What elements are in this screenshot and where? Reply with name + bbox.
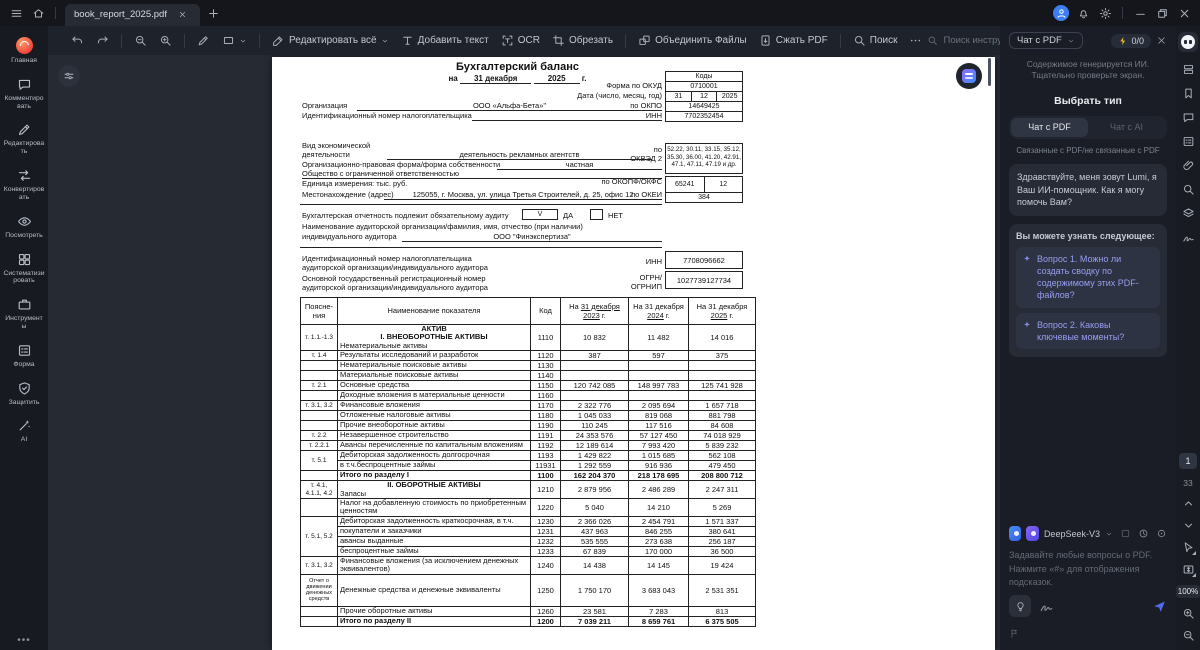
choose-type-title: Выбрать тип — [1054, 94, 1122, 107]
inn-line — [472, 111, 662, 121]
shape-tool-icon — [222, 34, 235, 47]
toggle-chat-pdf[interactable]: Чат с PDF — [1011, 118, 1088, 137]
divider — [121, 34, 122, 48]
auditor-inn-value: 7708096662 — [665, 251, 743, 269]
sidebar-item-wand[interactable] — [2, 414, 46, 448]
restore-button[interactable] — [1154, 5, 1170, 21]
doc-year-value: 2025 — [534, 74, 580, 84]
redo-button[interactable] — [91, 31, 114, 50]
org-value: ООО «Альфа-Бета»" — [357, 101, 662, 111]
suggestion-label: Вопрос 1. Можно ли создать сводку по содержимому этих PDF-файлов? — [1037, 253, 1139, 301]
edit-all-button[interactable] — [267, 31, 394, 50]
okpo-label: по ОКПО — [630, 101, 662, 110]
total-pages: 33 — [1183, 478, 1193, 488]
person-icon — [1055, 7, 1068, 20]
address-value: 125055, г. Москва, ул. улица Третья Строителей, д. 25, офис 12 — [384, 190, 662, 200]
auditor-ogrn-label-2: аудиторской организации/индивидуального аудитора — [302, 283, 488, 292]
table-row: т. 1.1.-1.3 АКТИВ I. ВНЕОБОРОТНЫЕ АКТИВЫ Нематериальные активы 1110 10 832 11 482 14 016 — [301, 325, 756, 351]
tools-icon — [17, 297, 32, 312]
app-logo-icon — [16, 37, 33, 54]
inn-line-label: Идентификационный номер налогоплательщика — [302, 111, 472, 120]
table-row: Отложенные налоговые активы 1180 1 045 033 819 068 881 798 — [301, 411, 756, 421]
zoom-in-button[interactable] — [154, 31, 177, 50]
doc-date-suffix: г. — [581, 74, 587, 83]
sidebar-item-eye[interactable] — [2, 210, 46, 244]
okpo-code: 14649425 — [665, 101, 743, 112]
suggestion-question[interactable] — [1016, 313, 1160, 349]
compress-pdf-label: Сжать PDF — [775, 35, 828, 46]
close-window-button[interactable] — [1176, 5, 1192, 21]
date-year: 2025 — [716, 91, 743, 102]
divider — [840, 34, 841, 48]
divider — [259, 34, 260, 48]
search-label: Поиск — [869, 35, 898, 46]
chat-actions — [1009, 595, 1167, 617]
chat-mode-label: Чат с PDF — [1017, 35, 1062, 46]
address-label: Местонахождение (адрес) — [302, 190, 394, 199]
sidebar-item-pen[interactable] — [2, 118, 46, 160]
eye-icon — [17, 214, 32, 229]
doc-title: Бухгалтерский баланс — [455, 61, 580, 73]
auditor-ogrn-value: 1027739127734 — [665, 271, 743, 289]
chat-footer — [1009, 626, 1167, 644]
model-extra-icon[interactable] — [1120, 528, 1131, 539]
table-row: т. 3.1, 3.2 Финансовые вложения 1170 2 322 776 2 095 694 1 657 718 — [301, 401, 756, 411]
zoom-out-button[interactable] — [129, 31, 152, 50]
zoom-level: 100% — [1177, 587, 1199, 596]
table-row: Материальные поисковые активы 1140 — [301, 371, 756, 381]
history-icon[interactable] — [1138, 528, 1149, 539]
codes-header: Коды — [665, 71, 743, 82]
sidebar-item-comment[interactable] — [2, 73, 46, 115]
layers-icon[interactable] — [1182, 207, 1195, 220]
ocr-label: OCR — [517, 35, 540, 46]
book-icon — [962, 69, 976, 83]
toggle-chat-ai[interactable]: Чат с AI — [1110, 121, 1143, 132]
more-tools-icon — [909, 34, 922, 47]
model-name[interactable]: DeepSeek-V3 — [1043, 528, 1100, 539]
suggestions-title: Вы можете узнать следующее: — [1016, 230, 1155, 241]
table-row: Отчет о движении денежных средств Денежные средства и денежные эквиваленты 1250 1 750 170 3 683 043 2 531 351 — [301, 574, 756, 606]
auditor-name-label-1: Наименование аудиторской организации/фамилия, имя, отчество (при наличии) — [302, 222, 583, 231]
activity-label-1: Вид экономической — [302, 141, 371, 150]
auditor-name-label-2: индивидуального аудитора — [302, 232, 397, 241]
new-tab-icon[interactable] — [206, 5, 222, 21]
fit-page-icon[interactable] — [1182, 563, 1195, 576]
sidebar-item-shield[interactable] — [2, 377, 46, 411]
settings-gear-icon[interactable] — [1097, 5, 1113, 21]
add-text-label: Добавить текст — [417, 35, 489, 46]
sidebar-more-button[interactable]: ••• — [17, 635, 31, 646]
sidebar-item-form[interactable] — [2, 339, 46, 373]
shield-icon — [17, 381, 32, 396]
minimize-button[interactable] — [1132, 5, 1148, 21]
sidebar-item-label: Посмотреть — [5, 231, 43, 239]
sidebar-item-label: Защитить — [8, 398, 40, 406]
ai-assistant-button[interactable] — [1178, 32, 1198, 52]
comment-icon[interactable] — [1182, 111, 1195, 124]
divider-rule — [300, 247, 662, 248]
audit-no-checkbox — [590, 209, 603, 220]
okud-label: Форма по ОКУД — [606, 81, 662, 90]
audit-label: Бухгалтерская отчетность подлежит обязательному аудиту — [302, 211, 509, 220]
table-header-row — [301, 298, 756, 325]
doc-date-prefix: на — [448, 74, 458, 83]
table-row: Итого по разделу II 1200 7 039 211 8 659 761 6 375 505 — [301, 616, 756, 626]
table-row: т. 5.1 Дебиторская задолженность долгосрочная 1193 1 429 822 1 015 685 562 108 — [301, 451, 756, 461]
toolbar — [48, 26, 1000, 55]
auditor-name-value: ООО "Финэкспертиза" — [402, 232, 662, 242]
merge-files-icon — [638, 34, 651, 47]
bookmark-icon[interactable] — [1182, 87, 1195, 100]
redo-icon — [96, 34, 109, 47]
toggle-subtitle: Связанные с PDF/не связанные с PDF — [1016, 146, 1160, 156]
col-date-2025: На 31 декабря 2025 г. — [689, 298, 756, 325]
divider-rule — [300, 204, 662, 205]
chevron-down-icon — [239, 37, 247, 45]
divider — [625, 34, 626, 48]
date-label: Дата (число, месяц, год) — [577, 91, 662, 100]
table-row: в т.ч.беспроцентные займы 11931 1 292 559 916 936 479 450 — [301, 461, 756, 471]
search-icon[interactable] — [1182, 183, 1195, 196]
lightbulb-icon — [1015, 601, 1026, 612]
search-icon — [927, 35, 938, 46]
pdf-page — [272, 57, 995, 650]
chevron-down-icon[interactable] — [1105, 530, 1113, 538]
pen-icon — [17, 122, 32, 137]
table-row: т. 1.4 Результаты исследований и разработок 1120 387 597 375 — [301, 351, 756, 361]
sidebar-item-organize[interactable] — [2, 248, 46, 290]
ai-disclaimer: Содержимое генерируется ИИ. Тщательно проверьте экран. — [1026, 59, 1150, 81]
zoom-out-icon[interactable] — [1182, 629, 1195, 642]
audit-yes-label: ДА — [563, 211, 574, 220]
sidebar-item-label: Редактировать — [3, 140, 45, 156]
okei-code: 384 — [665, 192, 743, 203]
suggestion-label: Вопрос 2. Каковы ключевые моменты? — [1037, 319, 1125, 342]
panels-icon[interactable] — [1182, 63, 1195, 76]
sidebar-item-label: AI — [20, 436, 28, 444]
inn-code: 7702352454 — [665, 111, 743, 122]
table-row: Нематериальные поисковые активы 1130 — [301, 361, 756, 371]
zoom-in-icon[interactable] — [1182, 607, 1195, 620]
po-label: по — [653, 145, 662, 154]
okved-codes: 52.22, 30.11, 33.15, 35.12, 35.30, 36.00, 41.20, 42.91, 47.1, 47.11, 47.19 и др. — [665, 143, 743, 174]
compress-pdf-button[interactable] — [754, 31, 833, 50]
document-tab[interactable] — [65, 4, 200, 26]
okved-label: ОКВЭД 2 — [630, 154, 662, 163]
compress-pdf-icon — [759, 34, 772, 47]
table-row: т. 2.2.1 Авансы перечисленные по капитальным вложениям 1192 12 189 614 7 993 420 5 839 232 — [301, 441, 756, 451]
chevron-down-icon — [1067, 37, 1075, 45]
send-icon[interactable] — [1152, 599, 1167, 614]
credits-count: 0/0 — [1131, 35, 1144, 46]
auditor-ogrn-tag-1: ОГРН/ — [639, 273, 662, 282]
wand-icon — [17, 418, 32, 433]
col-date-2024: На 31 декабря 2024 г. — [629, 298, 689, 325]
crop-icon — [552, 34, 565, 47]
audit-yes-checkbox: V — [522, 209, 558, 220]
shape-tool-button[interactable] — [217, 31, 252, 50]
okfs-code: 12 — [704, 176, 744, 193]
zoom-in-icon — [159, 34, 172, 47]
notifications-bell-icon[interactable] — [1075, 5, 1091, 21]
search-button[interactable] — [848, 31, 903, 50]
auditor-ogrn-label-1: Основной государственный регистрационный номер — [302, 274, 486, 283]
divider — [184, 34, 185, 48]
audit-no-label: НЕТ — [608, 211, 623, 220]
sidebar-item-label: Конвертировать — [3, 186, 45, 201]
lightning-icon — [1118, 36, 1128, 46]
chat-header — [1009, 26, 1167, 55]
next-page-icon[interactable] — [1182, 519, 1195, 532]
table-row: т. 2.2 Незавершенное строительство 1191 24 353 576 57 127 450 74 018 929 — [301, 431, 756, 441]
document-canvas — [48, 55, 1000, 650]
table-row: т. 3.1, 3.2 Финансовые вложения (за исключением денежных эквивалентов) 1240 14 438 14 145 19 424 — [301, 556, 756, 574]
merge-files-button[interactable] — [633, 31, 752, 50]
sidebar-item-label: Систематизировать — [3, 269, 45, 285]
ooo-value: Общество с ограниченной ответственностью — [302, 169, 662, 179]
edit-all-label: Редактировать всё — [289, 35, 377, 46]
sparkle-icon — [1022, 254, 1032, 264]
unit-label: Единица измерения: тыс. руб. — [302, 179, 408, 188]
add-text-button[interactable] — [396, 31, 494, 50]
table-row: авансы выданные 1232 535 555 273 638 256 187 — [301, 536, 756, 546]
app-icon-1 — [1009, 526, 1021, 541]
flag-icon[interactable] — [1009, 628, 1020, 639]
sidebar-item-convert[interactable] — [2, 164, 46, 206]
auditor-inn-label-1: Идентификационный номер налогоплательщика — [302, 254, 472, 263]
model-row — [1009, 526, 1167, 541]
activity-label-2: деятельности — [302, 150, 350, 159]
sidebar — [0, 26, 48, 650]
table-row: т. 2.1 Основные средства 1150 120 742 085 148 997 783 125 741 928 — [301, 381, 756, 391]
table-row: Доходные вложения в материальные ценности 1160 — [301, 391, 756, 401]
view-settings-button[interactable] — [58, 65, 80, 87]
pen-tool-button[interactable] — [192, 31, 215, 50]
crop-label: Обрезать — [568, 35, 614, 46]
auditor-inn-tag: ИНН — [645, 257, 662, 266]
spacer — [1009, 357, 1167, 526]
add-text-icon — [401, 34, 414, 47]
robot-icon — [1181, 35, 1195, 49]
okopf-label: по ОКОПФ/ОКФС — [601, 177, 662, 186]
signature-icon[interactable] — [1182, 231, 1195, 244]
titlebar — [0, 0, 1200, 26]
sidebar-item-label: Главная — [11, 57, 37, 64]
activity-value: деятельность рекламных агентств — [387, 150, 652, 160]
chat-type-toggle — [1009, 116, 1167, 139]
sidebar-item-logo[interactable] — [2, 33, 46, 69]
credits-badge — [1111, 34, 1151, 48]
col-note: Поясне-ния — [301, 298, 338, 325]
date-day: 31 — [665, 91, 692, 102]
auditor-ogrn-tag-2: ОГРНИП — [630, 282, 662, 291]
signature-icon[interactable] — [1039, 599, 1054, 614]
target-icon[interactable] — [1156, 528, 1167, 539]
chat-mode-select[interactable] — [1009, 32, 1083, 49]
pointer-tool-icon[interactable] — [1182, 541, 1195, 554]
col-name: Наименование показателя — [338, 298, 531, 325]
table-row: Прочие внеоборотные активы 1190 110 245 117 516 84 608 — [301, 421, 756, 431]
table-row: беспроцентные займы 1233 67 839 170 000 36 500 — [301, 546, 756, 556]
ocr-icon — [501, 34, 514, 47]
ocr-button[interactable] — [496, 31, 545, 50]
sidebar-item-label: Инструменты — [5, 315, 43, 330]
menu-icon[interactable] — [8, 5, 24, 21]
okud-code: 0710001 — [665, 81, 743, 92]
auditor-inn-label-2: аудиторской организации/индивидуального аудитора — [302, 263, 488, 272]
table-row: т. 5.1, 5.2 Дебиторская задолженность краткосрочная, в т.ч. 1230 2 366 026 2 454 791 1 571 337 — [301, 516, 756, 526]
table-row: Итого по разделу I 1100 162 204 370 218 178 695 208 800 712 — [301, 471, 756, 481]
suggestions-box — [1009, 224, 1167, 357]
pen-tool-icon — [197, 34, 210, 47]
paperclip-icon[interactable] — [1182, 159, 1195, 172]
divider — [1122, 7, 1123, 19]
sidebar-item-tools[interactable] — [2, 293, 46, 335]
okopf-code: 65241 — [665, 176, 705, 193]
table-row: Налог на добавленную стоимость по приобретенным ценностям 1220 5 040 14 210 5 269 — [301, 498, 756, 516]
convert-icon — [17, 168, 32, 183]
hints-lightbulb-button[interactable] — [1009, 595, 1031, 617]
comment-icon — [17, 77, 32, 92]
edit-all-icon — [272, 34, 285, 47]
form-icon[interactable] — [1182, 135, 1195, 148]
table-row: покупатели и заказчики 1231 437 963 846 255 380 641 — [301, 526, 756, 536]
chat-input[interactable] — [1009, 549, 1167, 591]
organize-icon — [17, 252, 32, 267]
codes-box — [665, 71, 743, 203]
more-tools-button[interactable] — [904, 31, 927, 50]
table-row: т. 4.1, 4.1.1, 4.2 II. ОБОРОТНЫЕ АКТИВЫ Запасы 1210 2 879 956 2 486 289 2 247 311 — [301, 481, 756, 499]
undo-button[interactable] — [66, 31, 89, 50]
reader-widget-button[interactable] — [956, 63, 982, 89]
crop-button[interactable] — [547, 31, 618, 50]
form-icon — [17, 343, 32, 358]
okei-label: по ОКЕИ — [631, 190, 662, 199]
sliders-icon — [63, 70, 75, 82]
app-icon-2 — [1026, 526, 1038, 541]
zoom-out-icon — [134, 34, 147, 47]
user-avatar[interactable] — [1053, 5, 1069, 21]
table-row: Прочие оборотные активы 1260 23 581 7 283 813 — [301, 606, 756, 616]
org-label: Организация — [302, 101, 348, 110]
sidebar-item-label: Комментировать — [4, 94, 44, 110]
balance-sheet-table — [300, 297, 756, 627]
home-icon[interactable] — [30, 5, 46, 21]
legal-form-label: Организационно-правовая форма/форма собственности — [302, 160, 501, 169]
doc-date-value: 31 декабря — [460, 74, 532, 84]
previous-page-icon[interactable] — [1182, 497, 1195, 510]
inn-label: ИНН — [645, 111, 662, 120]
ai-chat-panel — [1000, 26, 1176, 650]
chevron-down-icon — [381, 37, 389, 45]
divider — [55, 7, 56, 19]
sidebar-item-label: Форма — [13, 360, 35, 368]
chat-close-icon[interactable] — [1156, 35, 1167, 46]
assistant-greeting: Здравствуйте, меня зовут Lumi, я Ваш ИИ-помощник. Как я могу помочь Вам? — [1009, 164, 1167, 216]
col-date-2023: На 31 декабря 2023 г. — [561, 298, 629, 325]
col-code: Код — [531, 298, 561, 325]
legal-form-value: частная — [497, 160, 662, 170]
tab-close-icon[interactable] — [175, 7, 191, 23]
suggestion-question[interactable] — [1016, 247, 1160, 308]
date-month: 12 — [691, 91, 718, 102]
sparkle-icon — [1022, 320, 1032, 330]
undo-icon — [71, 34, 84, 47]
tab-title: book_report_2025.pdf — [74, 9, 167, 20]
merge-files-label: Объединить Файлы — [655, 35, 747, 46]
canvas-scrollbar[interactable] — [988, 58, 991, 86]
current-page-indicator[interactable]: 1 — [1179, 453, 1197, 469]
right-toolbar — [1176, 26, 1200, 650]
search-icon — [853, 34, 866, 47]
